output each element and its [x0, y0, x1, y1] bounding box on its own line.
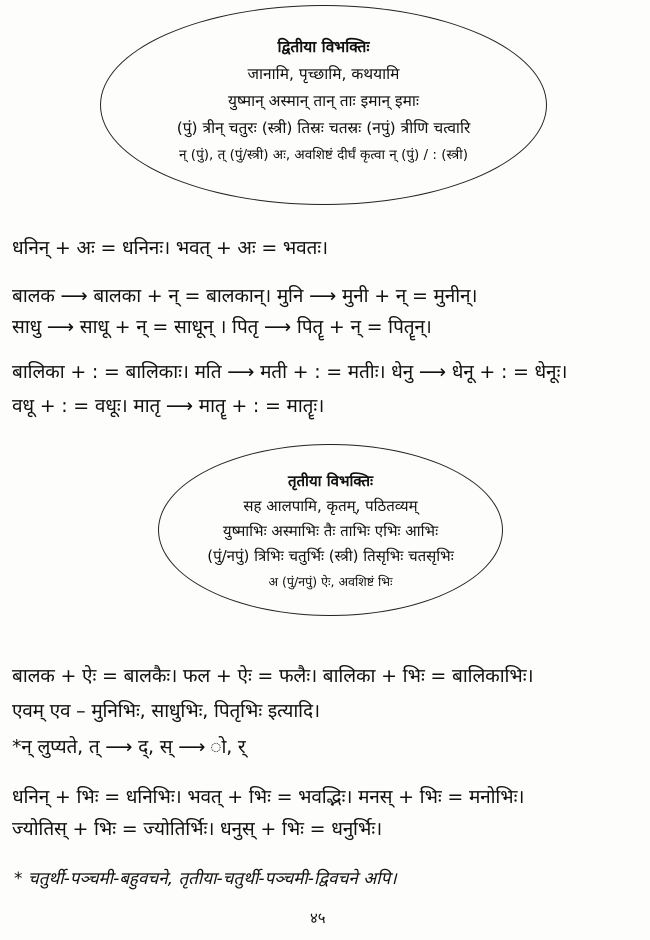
rule-line: एवम् एव – मुनिभिः, साधुभिः, पितृभिः इत्यादि।: [12, 700, 320, 722]
box-line: (पुं) त्रीन् चतुरः (स्त्री) तिस्रः चतस्रः (नपुं) त्रीणि चत्वारि: [176, 119, 471, 137]
tritiya-vibhakti-box: [158, 444, 503, 616]
box-title: द्वितीया विभक्तिः: [277, 38, 370, 56]
rule-line: बालक + ऐः = बालकैः। फल + ऐः = फलैः। बालिका + भिः = बालिकाभिः।: [12, 665, 534, 687]
box-line: युष्माभिः अस्माभिः तैः ताभिः एभिः आभिः: [222, 522, 439, 540]
box-line: अ (पुं/नपुं) ऐः, अवशिष्टं भिः: [268, 574, 393, 589]
box-line: सह आलपामि, कृतम्, पठितव्यम्: [243, 497, 418, 515]
box-title: तृतीया विभक्तिः: [287, 472, 374, 490]
box-line: (पुं/नपुं) त्रिभिः चतुर्भिः (स्त्री) तिसृभिः चतसृभिः: [207, 547, 454, 565]
rule-line: बालक ⟶ बालका + न् = बालकान्। मुनि ⟶ मुनी + न् = मुनीन्।: [12, 285, 478, 307]
rule-line: धनिन् + अः = धनिनः। भवत् + अः = भवतः।: [12, 237, 328, 259]
footnote: * चतुर्थी-पञ्चमी-बहुवचने, तृतीया-चतुर्थी-पञ्चमी-द्विवचने अपि।: [14, 869, 397, 889]
rule-line: धनिन् + भिः = धनिभिः। भवत् + भिः = भवद्भिः। मनस् + भिः = मनोभिः।: [12, 786, 525, 808]
rule-line: ज्योतिस् + भिः = ज्योतिर्भिः। धनुस् + भिः = धनुर्भिः।: [12, 818, 382, 840]
rule-line: साधु ⟶ साधू + न् = साधून् । पितृ ⟶ पितॄ + न् = पितॄन्।: [12, 316, 432, 338]
dvitiya-vibhakti-box: [100, 5, 547, 205]
box-line: न् (पुं), त् (पुं/स्त्री) अः, अवशिष्टं दीर्घं कृत्वा न् (पुं) / : (स्त्री): [179, 147, 468, 163]
rule-line: वधू + : = वधूः। मातृ ⟶ मातॄ + : = मातॄः।: [12, 395, 325, 417]
box-line: जानामि, पृच्छामि, कथयामि: [247, 65, 400, 83]
rule-line: बालिका + : = बालिकाः। मति ⟶ मती + : = मतीः। धेनु ⟶ धेनू + : = धेनूः।: [12, 361, 568, 383]
box-line: युष्मान् अस्मान् तान् ताः इमान् इमाः: [227, 92, 420, 110]
page-number: ४५: [310, 909, 326, 927]
rule-line: *न् लुप्यते, त् ⟶ द्, स् ⟶ ो, र्: [12, 736, 246, 758]
